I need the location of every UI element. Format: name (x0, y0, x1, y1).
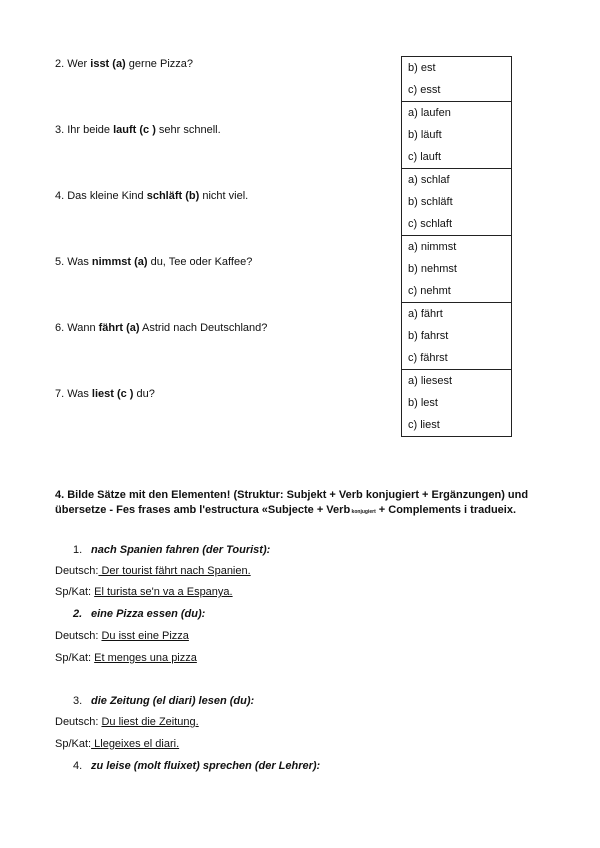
question-text: 2. Wer (55, 58, 91, 70)
option-cell: b) läuft (402, 124, 512, 146)
option-cell: b) lest (402, 392, 512, 414)
option-cell: b) schläft (402, 191, 512, 213)
option-cell: c) esst (402, 79, 512, 102)
question-text: sehr schnell. (155, 124, 221, 136)
option-cell: c) liest (402, 414, 512, 437)
question-text: du? (133, 388, 155, 400)
answer-label: Deutsch: (55, 630, 102, 642)
option-row (402, 236, 512, 259)
question-5 (55, 256, 252, 268)
heading-text: + Complements i tradueix. (375, 504, 517, 516)
question-7 (55, 388, 155, 400)
item-prompt: zu leise (molt fluixet) sprechen (der Lehrer): (91, 760, 321, 772)
option-cell: c) nehmt (402, 280, 512, 303)
exercise-item-2 (73, 608, 205, 620)
question-text: nicht viel. (199, 190, 249, 202)
option-cell: a) schlaf (402, 169, 512, 192)
option-row (402, 169, 512, 192)
question-answer: isst (a) (90, 58, 126, 70)
option-row (402, 102, 512, 125)
item-number: 4. (73, 760, 83, 772)
option-cell: a) fährt (402, 303, 512, 326)
catalan-answer-line (55, 652, 197, 664)
option-row (402, 258, 512, 280)
catalan-answer-line (55, 738, 179, 750)
answer-text: Du liest die Zeitung. (101, 716, 199, 728)
answer-label: Deutsch: (55, 716, 102, 728)
question-text: gerne Pizza? (125, 58, 193, 70)
heading-subscript: konjugiert (350, 509, 376, 515)
option-row (402, 325, 512, 347)
heading-text: 4. Bilde Sätze mit den Elementen! (Struktur: Subjekt + Verb konjugiert + Ergänzungen) und übersetze - Fes frases amb l'estructura «Subjecte + Verb (55, 489, 529, 516)
option-row (402, 280, 512, 303)
answer-text: El turista se'n va a Espanya. (94, 586, 233, 598)
german-answer-line (55, 565, 251, 577)
option-row (402, 191, 512, 213)
catalan-answer-line (55, 586, 233, 598)
german-answer-line (55, 630, 189, 642)
question-text: 7. Was (55, 388, 92, 400)
item-prompt: nach Spanien fahren (der Tourist): (91, 544, 271, 556)
answer-text: Llegeixes el diari. (91, 738, 180, 750)
answer-text: Du isst eine Pizza (101, 630, 189, 642)
item-number: 2. (73, 608, 83, 620)
item-number: 1. (73, 544, 83, 556)
question-text: 6. Wann (55, 322, 99, 334)
question-text: 3. Ihr beide (55, 124, 114, 136)
option-cell: b) est (402, 57, 512, 80)
question-answer: schläft (b) (146, 190, 200, 202)
option-cell: b) nehmst (402, 258, 512, 280)
option-row (402, 146, 512, 169)
answer-label: Deutsch: (55, 565, 99, 577)
question-text: Astrid nach Deutschland? (139, 322, 268, 334)
question-2 (55, 58, 193, 70)
answer-text: Et menges una pizza (94, 652, 197, 664)
option-cell: c) lauft (402, 146, 512, 169)
option-row (402, 124, 512, 146)
question-4 (55, 190, 248, 202)
option-cell: a) nimmst (402, 236, 512, 259)
question-text: 5. Was (55, 256, 92, 268)
question-6 (55, 322, 267, 334)
option-cell: c) fährst (402, 347, 512, 370)
section-heading (55, 488, 545, 520)
item-prompt: eine Pizza essen (du): (91, 608, 206, 620)
option-row (402, 213, 512, 236)
option-row (402, 347, 512, 370)
exercise-item-3 (73, 695, 254, 707)
question-answer: liest (c ) (91, 388, 134, 400)
option-row (402, 79, 512, 102)
option-row (402, 57, 512, 80)
answer-label: Sp/Kat: (55, 738, 92, 750)
question-answer: lauft (c ) (113, 124, 156, 136)
answer-label: Sp/Kat: (55, 652, 95, 664)
question-text: 4. Das kleine Kind (55, 190, 147, 202)
options-table (401, 56, 512, 437)
option-cell: a) laufen (402, 102, 512, 125)
question-text: du, Tee oder Kaffee? (147, 256, 253, 268)
option-row (402, 414, 512, 437)
option-row (402, 303, 512, 326)
answer-label: Sp/Kat: (55, 586, 95, 598)
exercise-item-1 (73, 544, 270, 556)
german-answer-line (55, 716, 199, 728)
exercise-item-4 (73, 760, 320, 772)
item-number: 3. (73, 695, 83, 707)
answer-text: Der tourist fährt nach Spanien. (98, 565, 251, 577)
item-prompt: die Zeitung (el diari) lesen (du): (91, 695, 255, 707)
question-answer: nimmst (a) (91, 256, 148, 268)
question-3 (55, 124, 221, 136)
option-cell: c) schlaft (402, 213, 512, 236)
option-cell: b) fahrst (402, 325, 512, 347)
option-cell: a) liesest (402, 370, 512, 393)
option-row (402, 392, 512, 414)
option-row (402, 370, 512, 393)
question-answer: fährt (a) (98, 322, 140, 334)
